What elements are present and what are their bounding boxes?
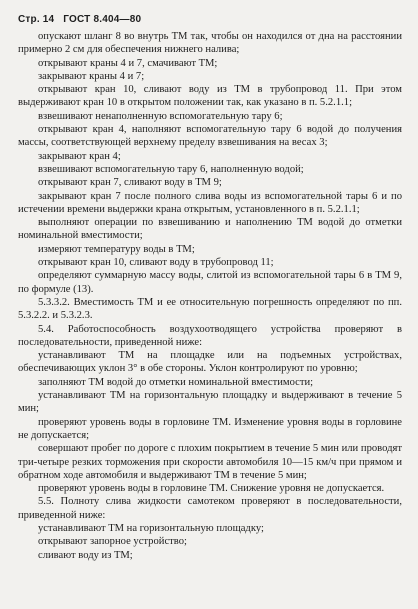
paragraph: проверяют уровень воды в горловине ТМ. Изменение уровня воды в горловине не допускается; [18,416,402,441]
standard-number: ГОСТ 8.404—80 [63,14,142,25]
paragraph: открывают кран 4, наполняют вспомогательную тару 6 водой до получения массы, соответствующей верхнему пределу взвешивания на весах 3; [18,124,402,149]
paragraph: совершают пробег по дороге с плохим покрытием в течение 5 мин или проводят три-четыре резких торможения при скорости автомобиля 10—15 км/ч при прямом и обратном ходе автомобиля и выдерживают ТМ в течение 5 мин; [18,443,402,481]
paragraph: открывают кран 7, сливают воду в ТМ 9; [38,177,222,189]
page-number: Стр. 14 [18,14,55,25]
paragraph: устанавливают ТМ на площадке или на подъемных устройствах, обеспечивающих уклон 3° в обе стороны. Уклон контролируют по уровню; [18,350,402,375]
paragraph: открывают запорное устройство; [38,536,187,548]
paragraph: проверяют уровень воды в горловине ТМ. Снижение уровня не допускается. [38,483,385,495]
paragraph: опускают шланг 8 во внутрь ТМ так, чтобы он находился от дна на расстоянии примерно 2 см для обеспечения нижнего налива; [18,31,402,56]
paragraph: 5.3.3.2. Вместимость ТМ и ее относительную погрешность определяют по пп. 5.3.2.2. и 5.3.2.3. [18,296,402,322]
paragraph: сливают воду из ТМ; [38,549,133,561]
paragraph: устанавливают ТМ на горизонтальную площадку и выдерживают в течение 5 мин; [18,390,402,415]
document-body [18,30,402,562]
paragraph: 5.5. Полноту слива жидкости самотеком проверяют в последовательности, приведенной ниже: [18,496,402,521]
paragraph: определяют суммарную массу воды, слитой из вспомогательной тары 6 в ТМ 9, по формуле (13). [18,270,402,295]
paragraph: закрывают краны 4 и 7; [38,70,145,82]
paragraph: взвешивают вспомогательную тару 6, наполненную водой; [38,163,304,175]
paragraph: измеряют температуру воды в ТМ; [38,243,195,255]
paragraph: 5.4. Работоспособность воздухоотводящего устройства проверяют в последовательности, приведенной ниже: [18,323,402,348]
paragraph: устанавливают ТМ на горизонтальную площадку; [38,522,264,534]
paragraph: взвешивают ненаполненную вспомогательную тару 6; [38,110,283,122]
page-header [18,10,402,30]
paragraph: открывают краны 4 и 7, смачивают ТМ; [38,57,218,69]
paragraph: открывают кран 10, сливают воду в трубопровод 11; [38,257,274,269]
paragraph: закрывают кран 7 после полного слива воды из вспомогательной тары 6 и по истечении времени выдержки крана открытым, установленного в п. 5.2.1.1; [18,190,402,215]
paragraph: открывают кран 10, сливают воду из ТМ в трубопровод 11. При этом выдерживают кран 10 в открытом положении так, как указано в п. 5.2.1.1; [18,84,402,109]
paragraph: заполняют ТМ водой до отметки номинальной вместимости; [38,376,314,388]
paragraph: выполняют операции по взвешиванию и наполнению ТМ водой до отметки номинальной вместимости; [18,217,402,242]
paragraph: закрывают кран 4; [38,150,121,162]
